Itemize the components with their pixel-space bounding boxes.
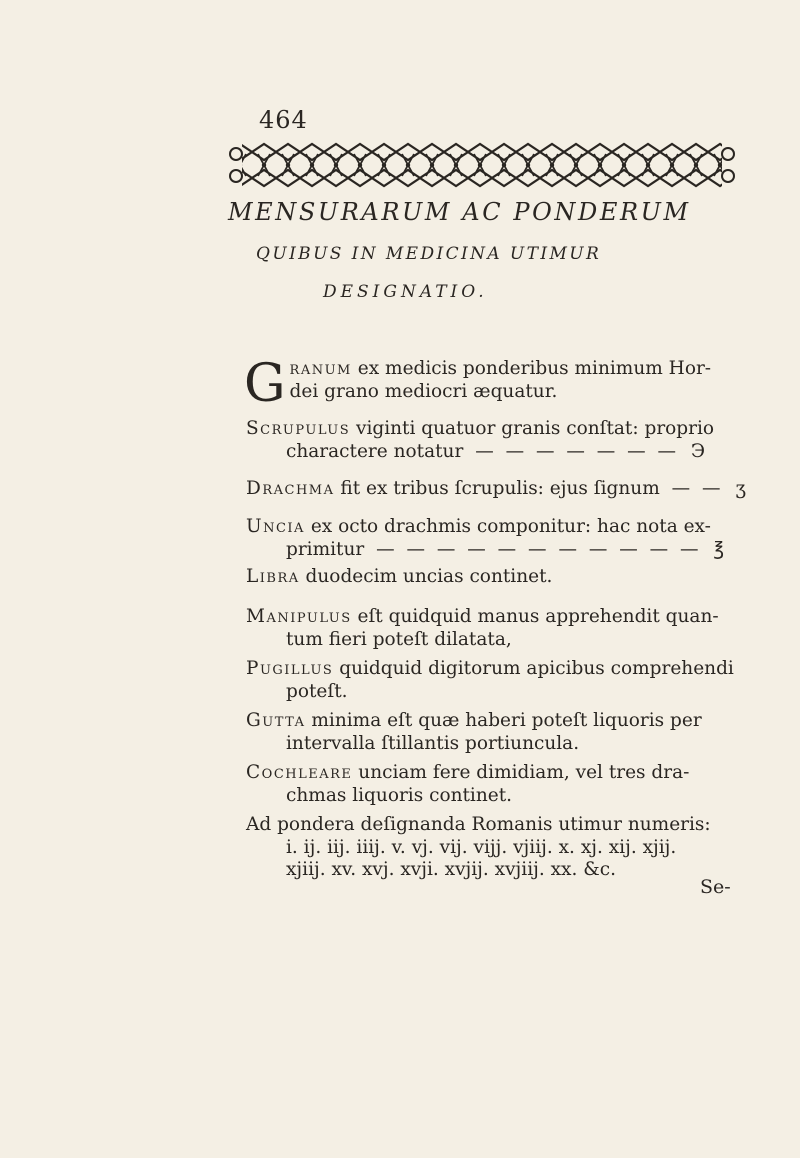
entry-text: quidquid digitorum apicibus comprehendi — [339, 658, 734, 679]
drop-cap-initial: G — [244, 354, 286, 414]
entry-text-continued: primitur — [286, 538, 365, 560]
entry-text-continued: tum fieri poteſt dilatata, — [286, 628, 512, 650]
leader-dashes: — — — — — — — — — — — — [376, 538, 702, 560]
entry-term: Libra — [246, 566, 300, 587]
roman-numerals-block — [246, 814, 766, 882]
entry-text: eſt quidquid manus apprehendit quan- — [357, 606, 719, 627]
entry-uncia — [246, 516, 766, 561]
title-line-1: MENSURARUM AC PONDERUM — [228, 198, 691, 226]
leader-dashes: — — — — — — — — [475, 440, 679, 462]
entry-text-continued: charactere notatur — [286, 440, 464, 462]
title-line-3: DESIGNATIO. — [323, 282, 488, 302]
entry-text: duodecim uncias continet. — [305, 566, 553, 587]
ounce-symbol: ℥ — [713, 538, 725, 560]
title-line-2: QUIBUS IN MEDICINA UTIMUR — [256, 244, 602, 264]
entry-term: Manipulus — [246, 606, 352, 627]
entry-text: viginti quatuor granis conſtat: proprio — [356, 418, 715, 439]
entry-scrupulus — [246, 418, 766, 463]
numerals-row-2: xjiij. xv. xvj. xvji. xvjij. xvjiij. xx. &c. — [286, 859, 616, 880]
entry-text: unciam fere dimidiam, vel tres dra- — [358, 762, 690, 783]
leader-dashes: — — — [671, 478, 724, 499]
entry-term: Uncia — [246, 516, 305, 537]
drachm-symbol: ʒ — [735, 478, 746, 499]
entry-text-continued: intervalla ſtillantis portiuncula. — [286, 732, 580, 754]
entry-libra — [246, 566, 766, 589]
entry-term: Pugillus — [246, 658, 334, 679]
entry-text: minima eſt quæ haberi poteſt liquoris per — [311, 710, 702, 731]
entry-granum — [244, 354, 766, 414]
scruple-symbol: Э — [690, 440, 706, 462]
entry-text: ex octo drachmis componitur: hac nota ex- — [310, 516, 711, 537]
entry-text: fit ex tribus ſcrupulis: ejus ſignum — [340, 478, 660, 499]
entry-manipulus — [246, 606, 766, 651]
entry-text-continued: dei grano mediocri æquatur. — [289, 380, 558, 402]
entry-text-continued: poteſt. — [286, 680, 348, 702]
page-number: 464 — [259, 106, 308, 134]
entry-term: Gutta — [246, 710, 306, 731]
numerals-intro: Ad pondera deſignanda Romanis utimur numeris: — [246, 814, 711, 835]
entry-text-continued: chmas liquoris continet. — [286, 784, 513, 806]
ornament-band — [228, 140, 736, 190]
entry-text: ex medicis ponderibus minimum Hor- — [357, 358, 712, 379]
entry-gutta — [246, 710, 766, 755]
entry-drachma — [246, 478, 766, 501]
entry-term: ranum — [289, 358, 352, 379]
entry-term: Drachma — [246, 478, 335, 499]
entry-term: Scrupulus — [246, 418, 351, 439]
entry-cochleare — [246, 762, 766, 807]
entry-term: Cochleare — [246, 762, 353, 783]
entry-pugillus — [246, 658, 766, 703]
catchword: Se- — [700, 876, 731, 898]
numerals-row-1: i. ij. iij. iiij. v. vj. vij. vijj. vjiij. x. xj. xij. xjij. — [286, 836, 677, 858]
